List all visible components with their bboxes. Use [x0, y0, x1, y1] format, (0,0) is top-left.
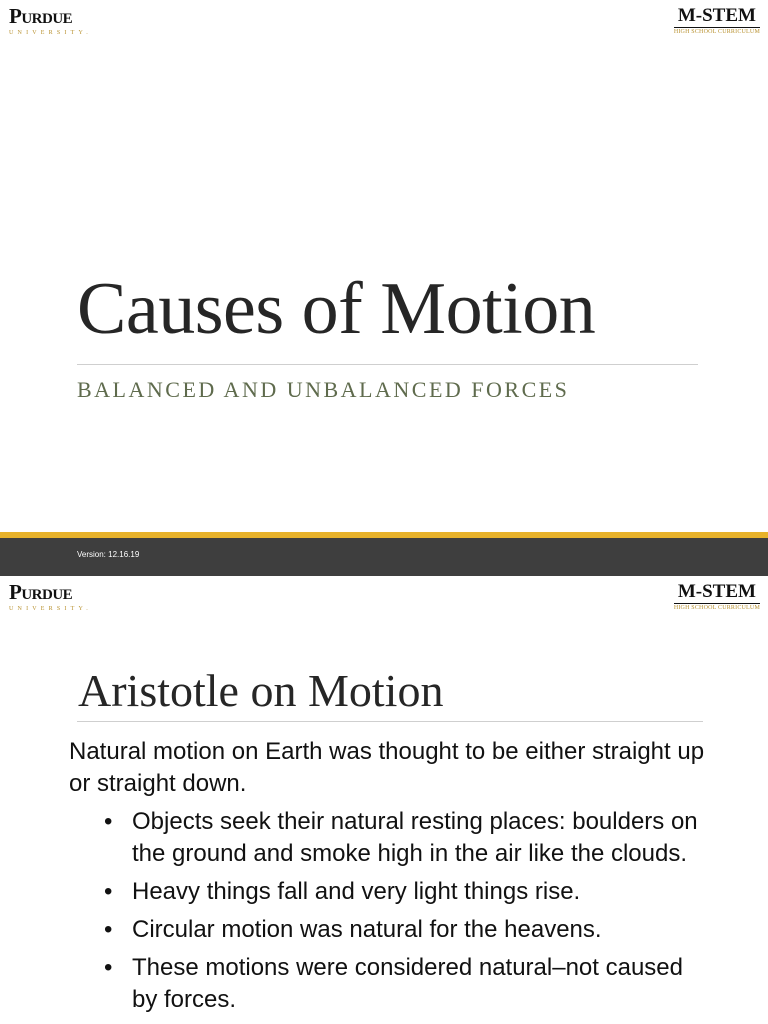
bullet-text: These motions were considered natural–not caused by forces. [132, 954, 683, 1013]
bullet-item [104, 952, 704, 1016]
purdue-logo-subtext: UNIVERSITY. [9, 30, 92, 36]
heading-divider [77, 721, 703, 722]
mstem-logo-subtext: HIGH SCHOOL CURRICULUM [673, 605, 760, 611]
bullet-icon: • [104, 916, 113, 943]
bullet-icon: • [104, 808, 113, 835]
bullet-text: Circular motion was natural for the heavens. [132, 916, 602, 943]
purdue-logo [9, 582, 92, 612]
bullet-icon: • [104, 954, 113, 981]
mstem-logo [674, 582, 760, 611]
purdue-logo-text: Purdue [9, 580, 73, 604]
version-label: Version: 12.16.19 [77, 550, 140, 559]
slide-title: Causes of Motion [77, 268, 596, 350]
slide-subtitle: BALANCED AND UNBALANCED FORCES [77, 377, 570, 402]
bullet-item [104, 914, 704, 946]
mstem-logo [674, 6, 760, 35]
mstem-logo-rule [674, 603, 760, 604]
bullet-item [104, 806, 704, 870]
mstem-logo-subtext: HIGH SCHOOL CURRICULUM [673, 29, 760, 35]
purdue-logo-text: Purdue [9, 4, 73, 28]
purdue-logo [9, 6, 92, 36]
bullet-list [104, 806, 704, 1022]
bullet-text: Heavy things fall and very light things rise. [132, 878, 581, 905]
mstem-logo-text: M-STEM [677, 581, 756, 602]
mstem-logo-rule [674, 27, 760, 28]
mstem-logo-text: M-STEM [677, 5, 756, 26]
slide-heading: Aristotle on Motion [78, 665, 444, 716]
footer-bar [0, 538, 768, 576]
content-slide [0, 576, 768, 1024]
title-divider [77, 364, 698, 365]
bullet-icon: • [104, 878, 113, 905]
bullet-item [104, 876, 704, 908]
body-paragraph: Natural motion on Earth was thought to be either straight up or straight down. [69, 738, 705, 797]
purdue-logo-subtext: UNIVERSITY. [9, 606, 92, 612]
bullet-text: Objects seek their natural resting places: boulders on the ground and smoke high in the air like the clouds. [132, 808, 698, 867]
